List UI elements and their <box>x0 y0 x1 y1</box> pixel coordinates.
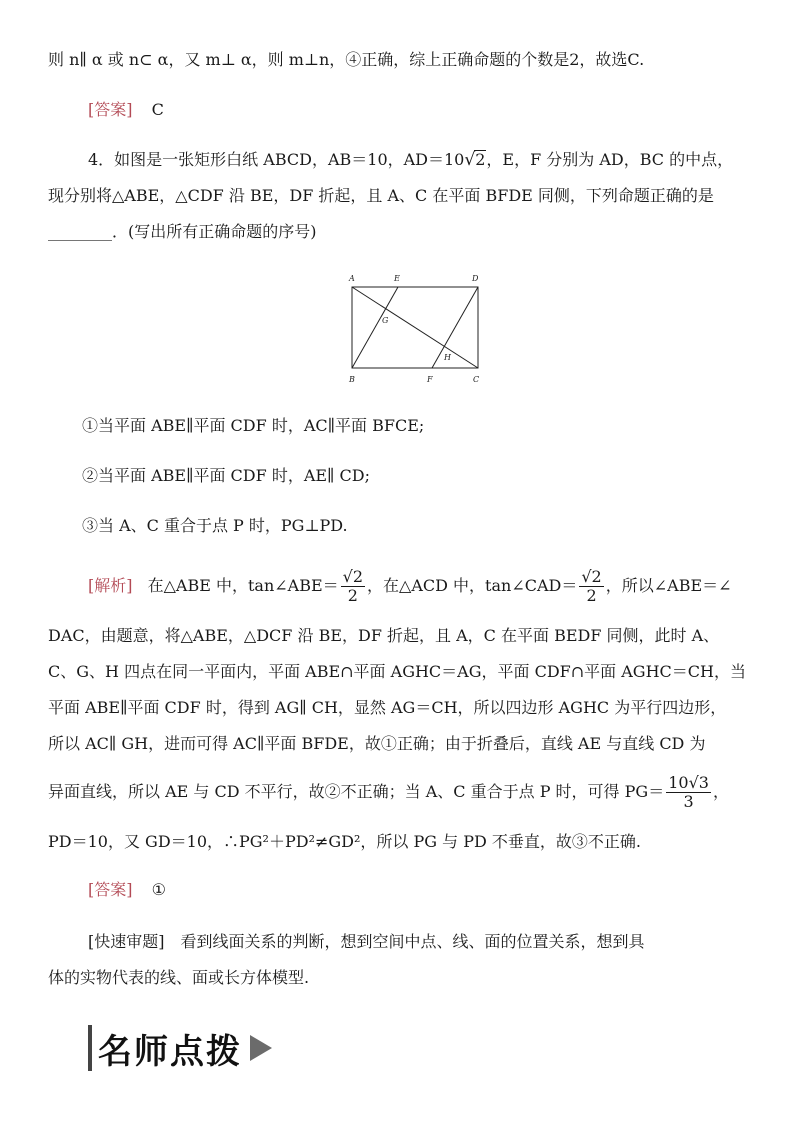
label-a: A <box>349 274 355 283</box>
answer-label: [答案] <box>88 100 133 119</box>
answer-1 <box>88 98 164 122</box>
solution-text: 在△ABE 中，tan∠ABE＝ <box>147 576 339 595</box>
fraction-sqrt2-over-2-b: $\frac{√2}{2}$ <box>581 567 602 605</box>
solution-line-4: 平面 ABE∥平面 CDF 时，得到 AG∥ CH，显然 AG＝CH，所以四边形 AGHC 为平行四边形， <box>48 698 727 717</box>
solution-line-2: DAC，由题意，将△ABE，△DCF 沿 BE，DF 折起，且 A，C 在平面 BEDF 同侧，此时 A、 <box>48 626 720 645</box>
question-text-tail: ，E，F 分别为 AD，BC 的中点， <box>486 150 734 169</box>
answer-label: [答案] <box>88 880 133 899</box>
solution-text-2: ，在△ACD 中，tan∠CAD＝ <box>367 576 578 595</box>
option-3: ③当 A、C 重合于点 P 时，PG⊥PD. <box>82 516 348 535</box>
option-2: ②当平面 ABE∥平面 CDF 时，AE∥ CD; <box>82 466 370 485</box>
solution-line-3: C、G、H 四点在同一平面内，平面 ABE∩平面 AGHC＝AG，平面 CDF∩平面 AGHC＝CH，当 <box>48 662 746 681</box>
solution-line-5: 所以 AC∥ GH，进而可得 AC∥平面 BFDE，故①正确；由于折叠后，直线 AE 与直线 CD 为 <box>48 734 706 753</box>
segment-be <box>352 287 398 368</box>
radicand: 2 <box>475 150 486 169</box>
fraction-sqrt2-over-2-a: $\frac{√2}{2}$ <box>342 567 364 605</box>
question-text: 4．如图是一张矩形白纸 ABCD，AB＝10，AD＝10 <box>88 150 465 169</box>
option-1: ①当平面 ABE∥平面 CDF 时，AC∥平面 BFCE; <box>82 416 425 435</box>
fraction-10sqrt3-over-3: $\frac{10√3}{3}$ <box>668 773 709 811</box>
solution-text: 异面直线，所以 AE 与 CD 不平行，故②不正确；当 A、C 重合于点 P 时，可得 PG＝ <box>48 782 665 801</box>
question-4-line-2: 现分别将△ABE，△CDF 沿 BE，DF 折起，且 A、C 在平面 BFDE 同侧，下列命题正确的是 <box>48 186 714 205</box>
section-title: 名师点拨 <box>98 1031 242 1072</box>
quick-review-line-2: 体的实物代表的线、面或长方体模型. <box>48 968 310 987</box>
label-e: E <box>394 274 400 283</box>
question-4-line-1: 4．如图是一张矩形白纸 ABCD，AB＝10，AD＝10√2，E，F 分别为 AD，BC 的中点， <box>88 150 734 170</box>
solution-line-7: PD＝10，又 GD＝10，∴PG²＋PD²≠GD²，所以 PG 与 PD 不垂直，故③不正确. <box>48 832 641 851</box>
text-line-1: 则 n∥ α 或 n⊂ α，又 m⊥ α，则 m⊥n，④正确，综上正确命题的个数是2，故选C. <box>48 50 645 69</box>
rectangle-figure <box>340 268 490 390</box>
label-c: C <box>473 375 480 384</box>
answer-2 <box>88 878 166 902</box>
solution-line-1 <box>88 562 732 610</box>
solution-text-end: ， <box>712 782 729 801</box>
solution-label: [解析] <box>88 576 133 595</box>
quick-review-line-1: [快速审题] 看到线面关系的判断，想到空间中点、线、面的位置关系，想到具 <box>88 932 645 951</box>
solution-line-6 <box>48 768 729 816</box>
label-d: D <box>472 274 479 283</box>
label-g: G <box>382 316 389 325</box>
label-f: F <box>427 375 433 384</box>
diagonal-ac <box>352 287 478 368</box>
question-4-line-3: ________．(写出所有正确命题的序号) <box>48 222 317 241</box>
section-heading <box>88 1025 272 1071</box>
heading-bar <box>88 1025 92 1071</box>
label-h: H <box>444 353 451 362</box>
segment-df <box>432 287 478 368</box>
answer-value: ① <box>151 880 166 899</box>
answer-value: C <box>151 100 164 119</box>
label-b: B <box>349 375 355 384</box>
solution-text-3: ，所以∠ABE＝∠ <box>605 576 732 595</box>
triangle-arrow-icon <box>250 1035 272 1061</box>
